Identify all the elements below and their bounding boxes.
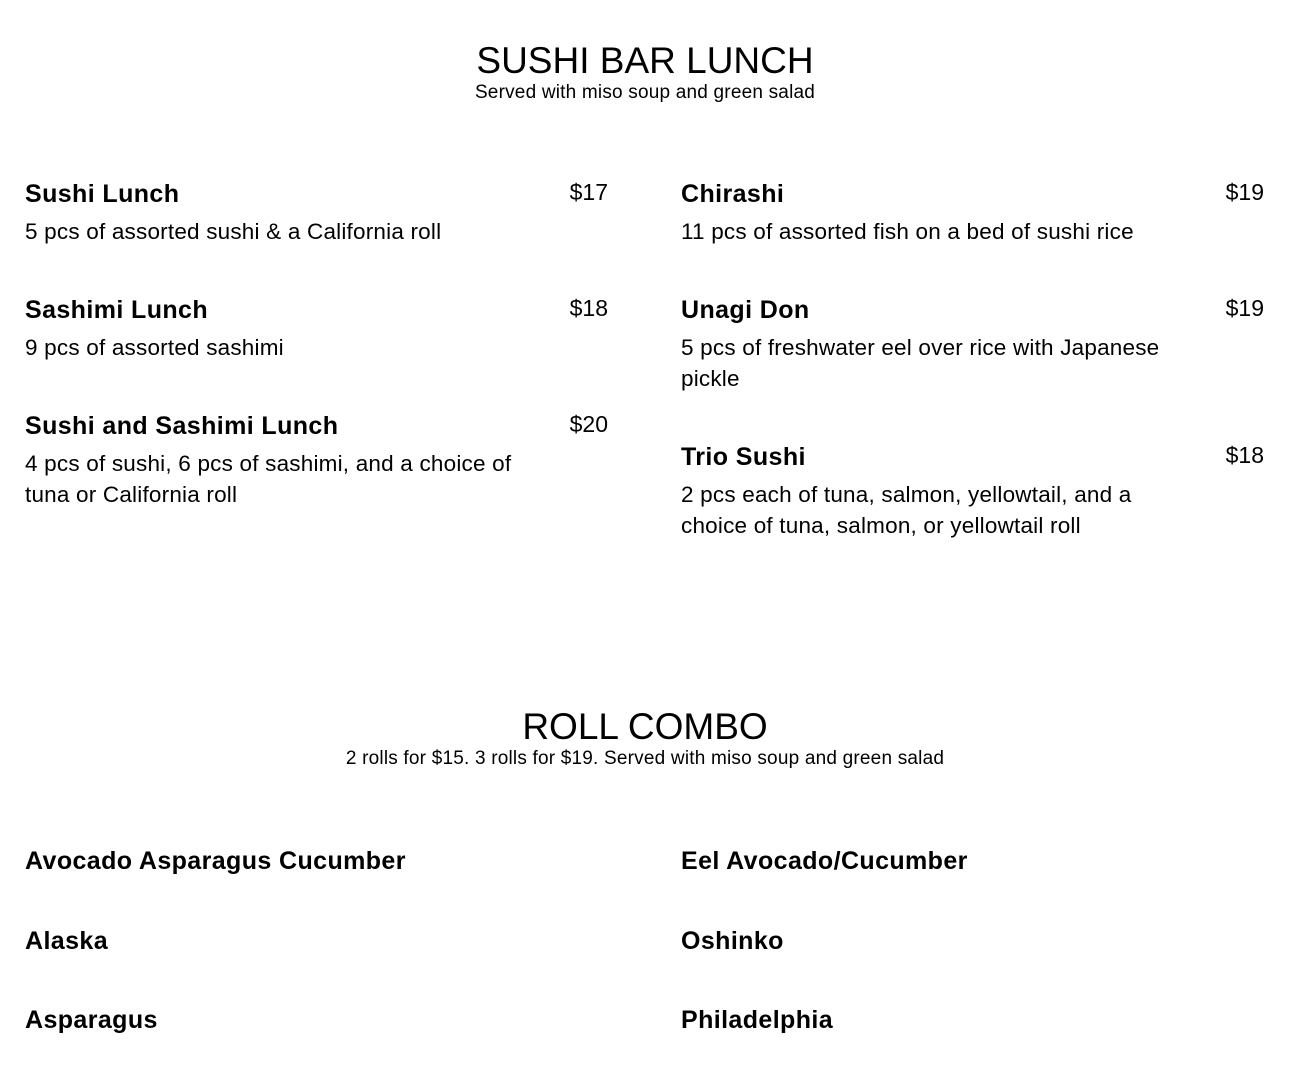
item-name: Sushi Lunch — [25, 180, 180, 208]
menu-item-trio-sushi — [681, 441, 1264, 541]
roll-item: Oshinko — [681, 927, 784, 955]
menu-item-chirashi — [681, 178, 1264, 247]
item-price: $17 — [569, 179, 608, 205]
roll-item: Philadelphia — [681, 1006, 834, 1034]
lunch-section-title: SUSHI BAR LUNCH — [476, 40, 814, 81]
roll-item: Asparagus — [25, 1006, 158, 1034]
item-description: 5 pcs of assorted sushi & a California roll — [25, 219, 442, 244]
item-price: $19 — [1225, 179, 1264, 205]
menu-item-sushi-and-sashimi-lunch — [25, 410, 608, 510]
roll-item: Eel Avocado/Cucumber — [681, 847, 968, 875]
item-price: $20 — [569, 411, 608, 437]
combo-section-subtitle: 2 rolls for $15. 3 rolls for $19. Served with miso soup and green salad — [345, 748, 945, 769]
menu-item-sashimi-lunch — [25, 294, 608, 363]
roll-item: Alaska — [25, 927, 109, 955]
menu-item-unagi-don — [681, 294, 1264, 394]
item-description: 5 pcs of freshwater eel over rice with Japanese pickle — [681, 335, 1160, 391]
menu-item-sushi-lunch — [25, 178, 608, 247]
item-price: $18 — [1225, 442, 1264, 468]
item-description: 2 pcs each of tuna, salmon, yellowtail, and a choice of tuna, salmon, or yellowtail roll — [681, 482, 1132, 538]
combo-section-title: ROLL COMBO — [522, 706, 768, 747]
item-name: Sashimi Lunch — [25, 296, 209, 324]
item-name: Trio Sushi — [681, 443, 806, 471]
item-name: Unagi Don — [681, 296, 810, 324]
item-description: 11 pcs of assorted fish on a bed of sushi rice — [681, 219, 1134, 244]
item-description: 4 pcs of sushi, 6 pcs of sashimi, and a choice of tuna or California roll — [25, 451, 512, 507]
item-name: Chirashi — [681, 180, 785, 208]
item-price: $19 — [1225, 295, 1264, 321]
item-name: Sushi and Sashimi Lunch — [25, 412, 339, 440]
roll-item: Avocado Asparagus Cucumber — [25, 847, 406, 875]
lunch-section-subtitle: Served with miso soup and green salad — [474, 82, 816, 103]
item-description: 9 pcs of assorted sashimi — [25, 335, 284, 360]
item-price: $18 — [569, 295, 608, 321]
